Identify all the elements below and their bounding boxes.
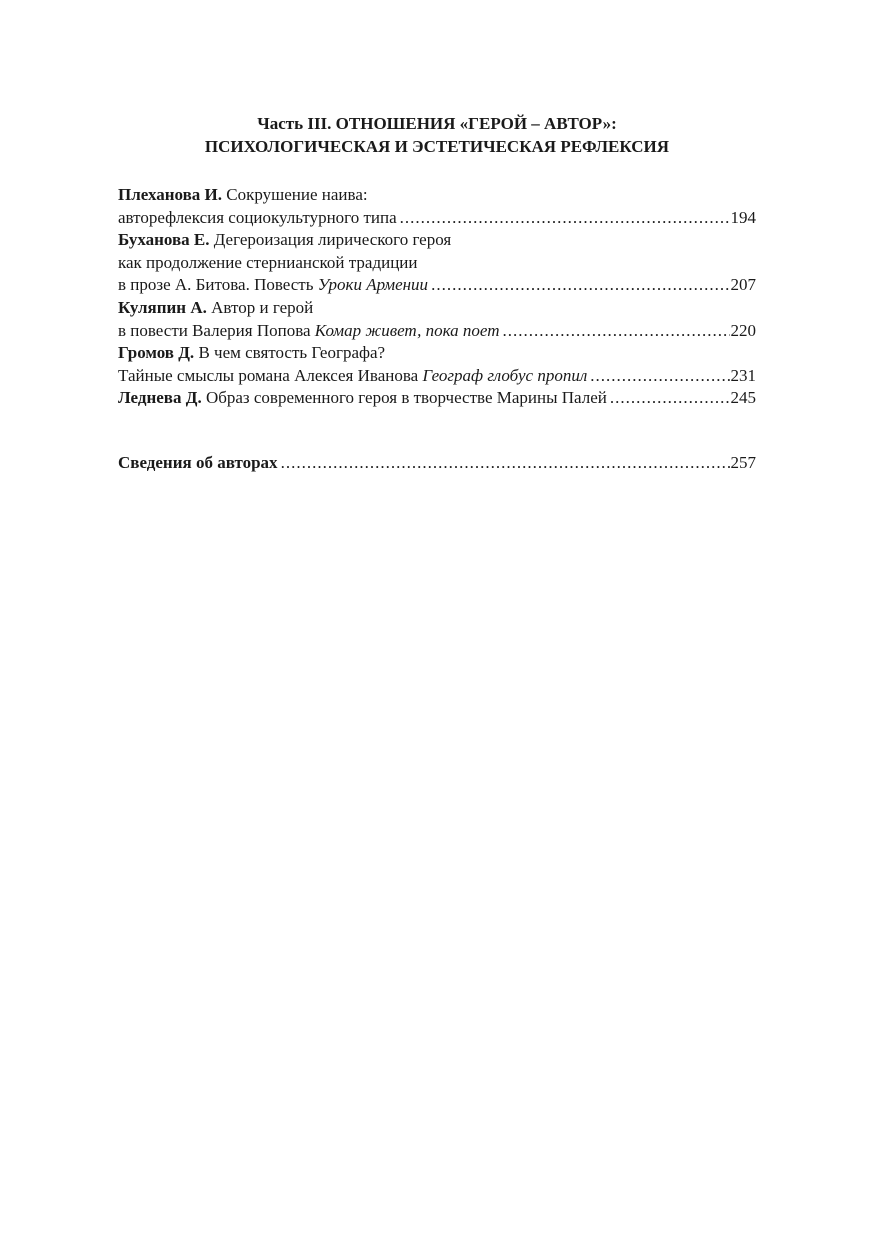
entry-title: Сокрушение наива: <box>222 185 368 204</box>
entry-author: Леднева Д. <box>118 388 202 408</box>
entry-title: Дегероизация лирического героя <box>209 230 452 250</box>
toc-page <box>118 112 756 475</box>
entry-page-number: 231 <box>730 365 756 385</box>
entry-title: в прозе А. Битова. Повесть <box>118 275 318 295</box>
dot-leader <box>590 365 729 388</box>
entry-title: Образ современного героя в творчестве Марины Палей <box>201 388 607 408</box>
toc-entry-line <box>118 342 756 365</box>
entry-title: В чем святость Географа? <box>194 343 386 363</box>
toc-entry-line <box>118 274 756 297</box>
dot-leader <box>502 320 729 343</box>
entry-author: Куляпин А. <box>118 297 207 317</box>
toc-entry-authors-info[interactable] <box>118 452 756 475</box>
entry-title: в повести Валерия Попова <box>118 320 315 340</box>
entry-title-italic: Комар живет, пока поет <box>314 320 500 340</box>
section-spacer <box>118 410 756 452</box>
toc-entry-line <box>118 387 756 410</box>
toc-entry[interactable] <box>118 184 756 229</box>
entry-title-italic: Уроки Армении <box>317 275 429 295</box>
entry-author: Громов Д. <box>118 343 195 363</box>
entry-page-number: 220 <box>730 320 756 340</box>
entry-page-number: 245 <box>730 388 756 408</box>
toc-entry[interactable] <box>118 229 756 297</box>
toc-entry-line <box>118 207 756 230</box>
entry-author: Буханова Е. <box>118 230 210 250</box>
toc-entry[interactable] <box>118 297 756 342</box>
entry-title: Автор и герой <box>206 297 314 317</box>
toc-entry[interactable] <box>118 342 756 387</box>
part-heading <box>118 112 756 158</box>
toc-entry-line <box>118 365 756 388</box>
toc-entry-line <box>118 320 756 343</box>
entry-title: авторефлексия социокультурного типа <box>118 207 397 227</box>
entry-page-number: 207 <box>730 275 756 295</box>
dot-leader <box>431 274 729 297</box>
entry-author: Плеханова И. <box>118 185 223 204</box>
part-heading-line1: Часть III. ОТНОШЕНИЯ «ГЕРОЙ – АВТОР»: <box>257 114 617 133</box>
toc-entry-line <box>118 229 756 252</box>
authors-info-label: Сведения об авторах <box>118 452 278 472</box>
toc-entry-line <box>118 184 756 207</box>
dot-leader <box>281 452 730 475</box>
dot-leader <box>610 387 730 410</box>
part-heading-line2: ПСИХОЛОГИЧЕСКАЯ И ЭСТЕТИЧЕСКАЯ РЕФЛЕКСИЯ <box>204 137 670 156</box>
dot-leader <box>400 207 730 230</box>
entry-page-number: 257 <box>730 452 756 472</box>
toc-entry-line <box>118 252 756 275</box>
toc-entry[interactable] <box>118 387 756 410</box>
toc-entry-line <box>118 452 756 475</box>
entry-title-italic: Географ глобус пропил <box>422 365 588 385</box>
toc-list <box>118 184 756 475</box>
entry-title: Тайные смыслы романа Алексея Иванова <box>118 365 423 385</box>
entry-title: как продолжение стернианской традиции <box>118 252 418 272</box>
entry-page-number: 194 <box>730 207 756 227</box>
toc-entry-line <box>118 297 756 320</box>
